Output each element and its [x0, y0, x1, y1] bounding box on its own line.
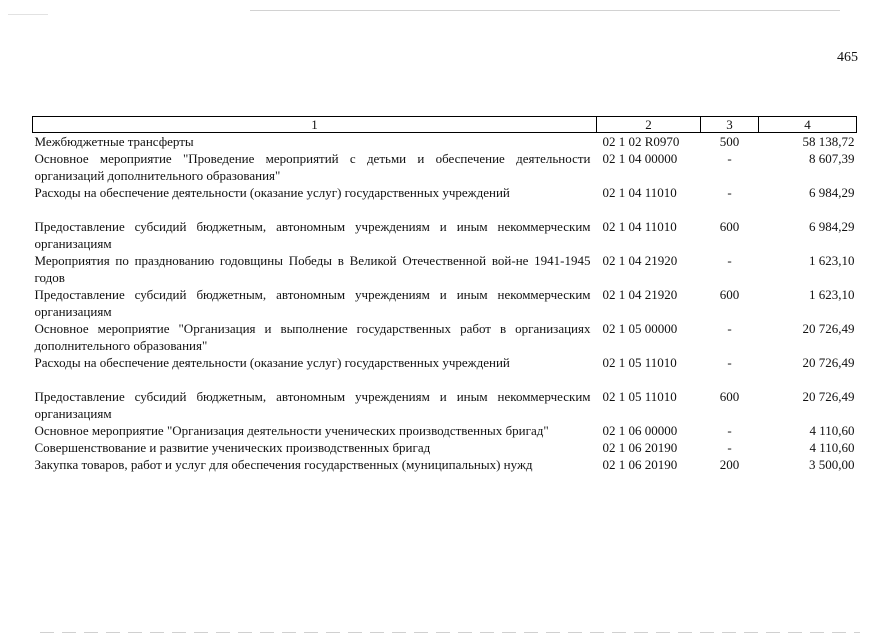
row-amount: 6 984,29: [809, 219, 855, 234]
row-code: 02 1 06 20190: [602, 457, 678, 472]
row-amount: 20 726,49: [802, 355, 855, 370]
row-name: Основное мероприятие "Организация деятельности ученических производственных бригад": [34, 423, 549, 438]
row-expense-type: 600: [719, 287, 740, 302]
row-amount: 6 984,29: [809, 185, 855, 200]
scan-artifact-bottom: [40, 632, 860, 633]
row-name: Основное мероприятие "Проведение мероприятий с детьми и обеспечение деятельности организаций дополнительного образования": [34, 151, 591, 183]
row-code: 02 1 06 00000: [602, 423, 678, 438]
table-row: [33, 320, 857, 354]
table-row: [33, 133, 857, 151]
row-expense-type: -: [727, 151, 732, 166]
row-amount: 4 110,60: [809, 440, 855, 455]
table-row: [33, 286, 857, 320]
row-name: Предоставление субсидий бюджетным, автономным учреждениям и иным некоммерческим организациям: [34, 219, 591, 251]
row-expense-type: -: [727, 355, 732, 370]
row-code: 02 1 05 00000: [602, 321, 678, 336]
row-code: 02 1 04 00000: [602, 151, 678, 166]
row-name: Предоставление субсидий бюджетным, автономным учреждениям и иным некоммерческим организациям: [34, 389, 591, 421]
row-expense-type: -: [727, 253, 732, 268]
row-name: Основное мероприятие "Организация и выполнение государственных работ в организациях дополнительного образования": [34, 321, 591, 353]
row-code: 02 1 04 11010: [602, 185, 677, 200]
row-code: 02 1 02 R0970: [602, 134, 680, 149]
row-expense-type: 600: [719, 389, 740, 404]
table-row: [33, 354, 857, 388]
row-name: Расходы на обеспечение деятельности (оказание услуг) государственных учреждений: [34, 185, 510, 200]
row-name: Расходы на обеспечение деятельности (оказание услуг) государственных учреждений: [34, 355, 510, 370]
row-code: 02 1 04 21920: [602, 253, 678, 268]
header-col-3: 3: [701, 117, 759, 133]
table-row: [33, 439, 857, 456]
row-code: 02 1 06 20190: [602, 440, 678, 455]
scan-artifact-top: [250, 10, 840, 11]
row-name: Межбюджетные трансферты: [34, 134, 194, 149]
row-expense-type: -: [727, 321, 732, 336]
header-col-4: 4: [759, 117, 857, 133]
row-amount: 20 726,49: [802, 321, 855, 336]
row-name: Предоставление субсидий бюджетным, автономным учреждениям и иным некоммерческим организациям: [34, 287, 591, 319]
row-amount: 8 607,39: [809, 151, 855, 166]
table-row: [33, 252, 857, 286]
row-amount: 4 110,60: [809, 423, 855, 438]
row-name: Мероприятия по празднованию годовщины Победы в Великой Отечественной вой-не 1941-1945 годов: [34, 253, 591, 285]
row-amount: 58 138,72: [802, 134, 855, 149]
row-expense-type: 200: [719, 457, 740, 472]
row-amount: 1 623,10: [809, 287, 855, 302]
row-name: Закупка товаров, работ и услуг для обеспечения государственных (муниципальных) нужд: [34, 457, 533, 472]
header-col-1: 1: [33, 117, 597, 133]
table-row: [33, 150, 857, 184]
table-row: [33, 184, 857, 218]
row-amount: 3 500,00: [809, 457, 855, 472]
header-col-2: 2: [597, 117, 701, 133]
table-row: [33, 422, 857, 439]
table-row: [33, 388, 857, 422]
table-row: [33, 218, 857, 252]
row-code: 02 1 04 21920: [602, 287, 678, 302]
row-amount: 20 726,49: [802, 389, 855, 404]
row-expense-type: -: [727, 185, 732, 200]
row-code: 02 1 05 11010: [602, 389, 677, 404]
table-row: [33, 456, 857, 473]
row-name: Совершенствование и развитие ученических производственных бригад: [34, 440, 431, 455]
row-expense-type: -: [727, 440, 732, 455]
budget-table: [32, 116, 857, 473]
row-expense-type: 500: [719, 134, 740, 149]
header-row: [33, 117, 857, 133]
page-number: 465: [837, 50, 858, 65]
table-header: [33, 117, 857, 133]
row-code: 02 1 05 11010: [602, 355, 677, 370]
row-amount: 1 623,10: [809, 253, 855, 268]
table-body: [33, 133, 857, 474]
row-code: 02 1 04 11010: [602, 219, 677, 234]
scan-artifact-corner: [8, 14, 48, 15]
row-expense-type: 600: [719, 219, 740, 234]
row-expense-type: -: [727, 423, 732, 438]
